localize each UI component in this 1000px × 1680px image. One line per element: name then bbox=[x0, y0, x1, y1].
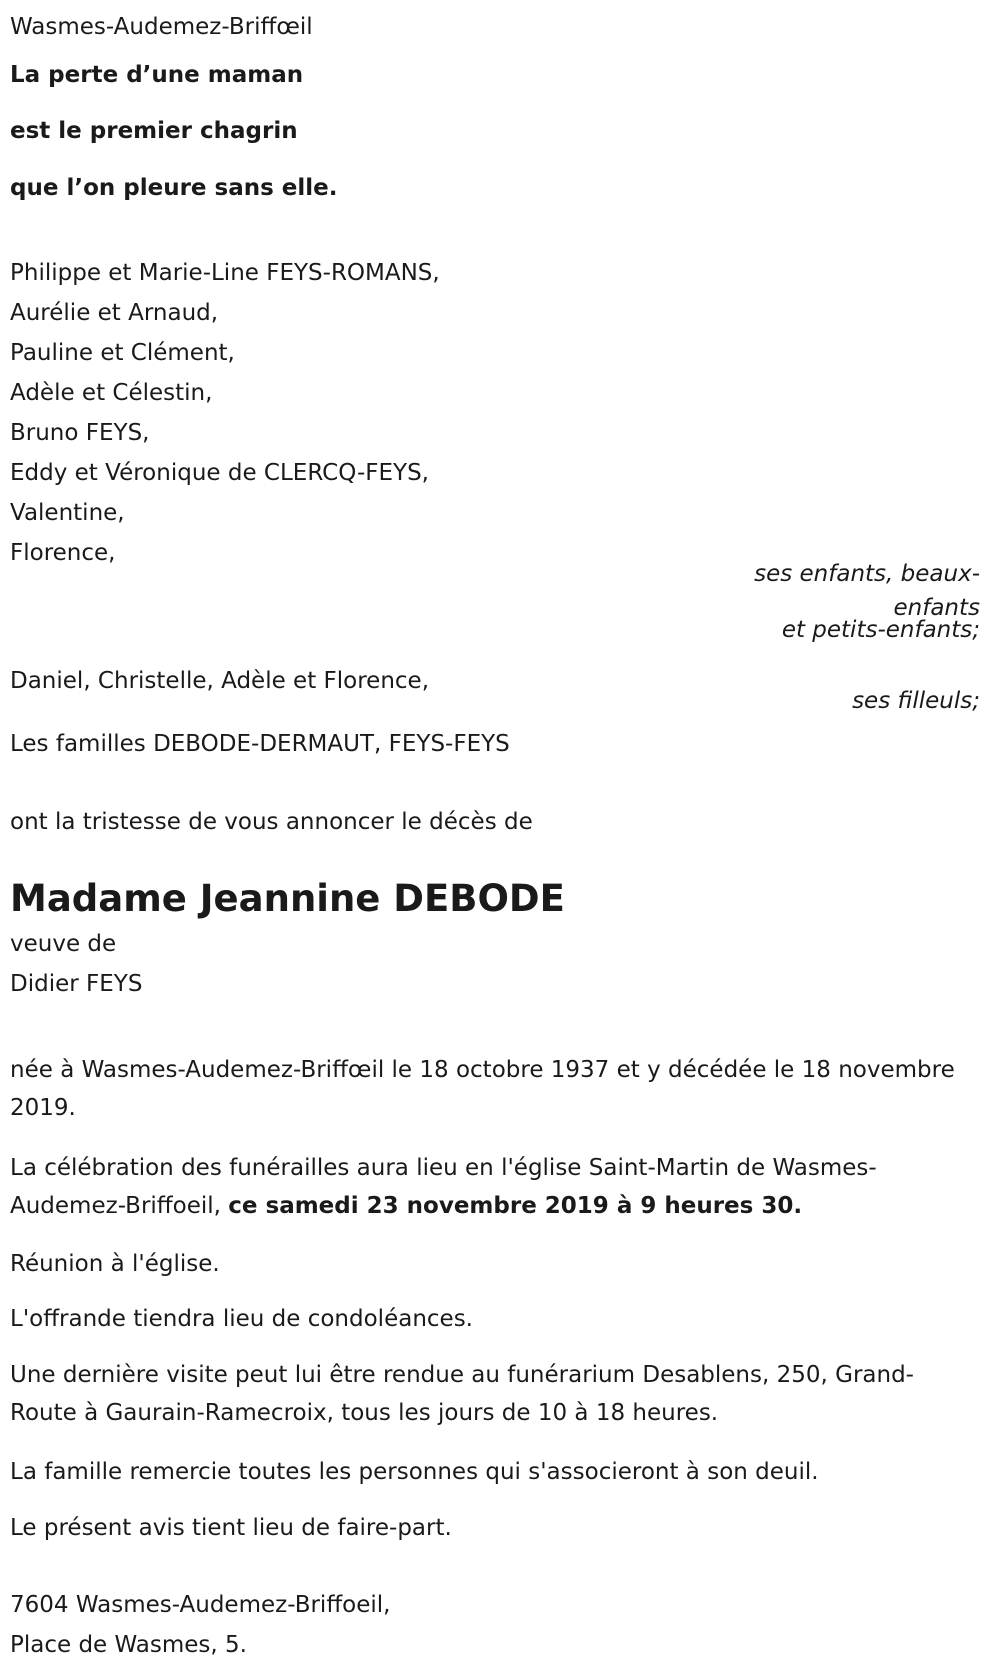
offering-paragraph: L'offrande tiendra lieu de condoléances. bbox=[10, 1306, 473, 1332]
family-names-list bbox=[10, 253, 440, 573]
announcement-line: ont la tristesse de vous annoncer le décès de bbox=[10, 809, 533, 835]
quote-line-1: La perte d’une maman bbox=[10, 62, 304, 88]
family-name: Valentine, bbox=[10, 500, 125, 526]
relation-line: et petits-enfants; bbox=[781, 617, 980, 643]
address-line: Place de Wasmes, 5. bbox=[10, 1632, 247, 1658]
relation-children bbox=[754, 561, 980, 641]
widow-of bbox=[10, 924, 142, 1004]
celebration-paragraph bbox=[10, 1149, 980, 1225]
relation-godchildren: ses filleuls; bbox=[852, 688, 980, 714]
thanks-paragraph: La famille remercie toutes les personnes qui s'associeront à son deuil. bbox=[10, 1459, 819, 1485]
celebration-text: La célébration des funérailles aura lieu en l'église Saint-Martin de Wasmes-Audemez-Briffoeil, bbox=[10, 1155, 877, 1219]
families-line: Les familles DEBODE-DERMAUT, FEYS-FEYS bbox=[10, 731, 510, 757]
spouse-name: Didier FEYS bbox=[10, 971, 143, 997]
birth-death-paragraph: née à Wasmes-Audemez-Briffœil le 18 octobre 1937 et y décédée le 18 novembre 2019. bbox=[10, 1057, 955, 1121]
address-line: 7604 Wasmes-Audemez-Briffoeil, bbox=[10, 1592, 391, 1618]
relation-line: enfants bbox=[893, 595, 980, 621]
family-name: Bruno FEYS, bbox=[10, 420, 150, 446]
reunion-paragraph: Réunion à l'église. bbox=[10, 1251, 220, 1277]
godchildren-names: Daniel, Christelle, Adèle et Florence, bbox=[10, 668, 430, 694]
family-name: Adèle et Célestin, bbox=[10, 380, 213, 406]
deceased-name: Madame Jeannine DEBODE bbox=[10, 877, 565, 920]
widow-of-label: veuve de bbox=[10, 931, 117, 957]
family-name: Eddy et Véronique de CLERCQ-FEYS, bbox=[10, 460, 429, 486]
celebration-datetime: ce samedi 23 novembre 2019 à 9 heures 30. bbox=[228, 1193, 803, 1219]
location-heading: Wasmes-Audemez-Briffœil bbox=[10, 14, 313, 40]
relation-line: ses enfants, beaux- bbox=[754, 561, 980, 587]
quote-line-3: que l’on pleure sans elle. bbox=[10, 175, 338, 201]
family-name: Florence, bbox=[10, 540, 116, 566]
family-name: Aurélie et Arnaud, bbox=[10, 300, 219, 326]
notice-paragraph: Le présent avis tient lieu de faire-part. bbox=[10, 1515, 452, 1541]
visit-paragraph: Une dernière visite peut lui être rendue au funérarium Desablens, 250, Grand-Route à Gaurain-Ramecroix, tous les jours de 10 à 18 heures. bbox=[10, 1362, 914, 1426]
family-name: Philippe et Marie-Line FEYS-ROMANS, bbox=[10, 260, 440, 286]
family-name: Pauline et Clément, bbox=[10, 340, 235, 366]
address-block bbox=[10, 1585, 390, 1665]
quote-line-2: est le premier chagrin bbox=[10, 118, 298, 144]
